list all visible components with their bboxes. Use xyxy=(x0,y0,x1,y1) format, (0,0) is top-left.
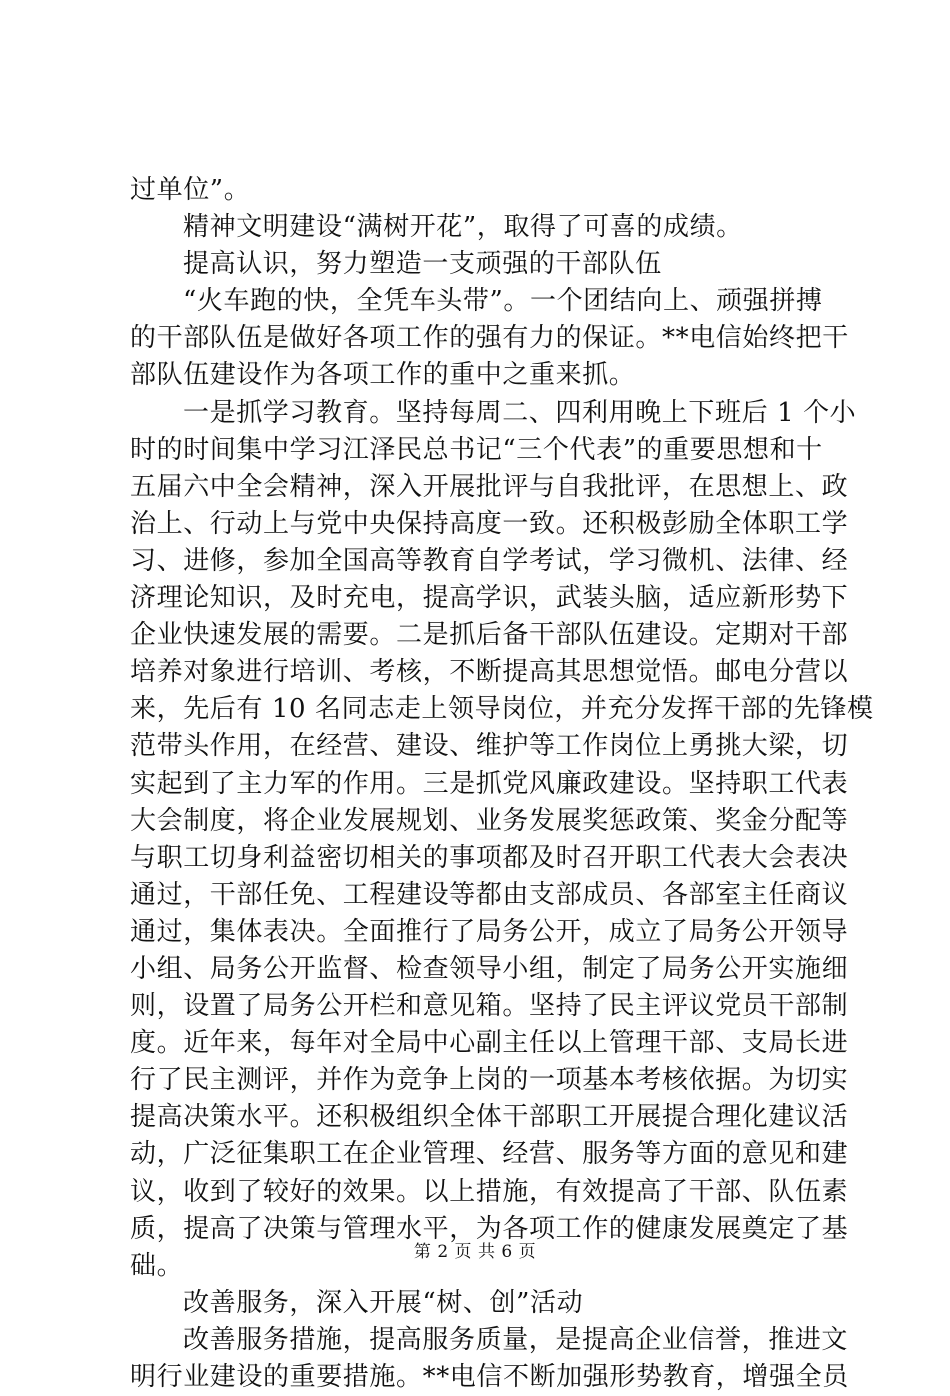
text-line: 行了民主测评，并作为竞争上岗的一项基本考核依据。为切实 xyxy=(130,1065,849,1096)
text-line: 改善服务，深入开展“树、创”活动 xyxy=(183,1287,584,1318)
text-line: 小组、局务公开监督、检查领导小组，制定了局务公开实施细 xyxy=(130,953,849,984)
text-line: 五届六中全会精神，深入开展批评与自我批评，在思想上、政 xyxy=(130,471,849,502)
text-line: 企业快速发展的需要。二是抓后备干部队伍建设。定期对干部 xyxy=(130,620,849,651)
document-body xyxy=(130,172,874,1396)
text-line: 改善服务措施，提高服务质量，是提高企业信誉，推进文 xyxy=(183,1324,849,1355)
text-line: 来，先后有 10 名同志走上领导岗位，并充分发挥干部的先锋模 xyxy=(130,694,874,725)
text-line: 础。 xyxy=(130,1250,184,1281)
page-footer: 第 2 页 共 6 页 xyxy=(413,1242,537,1262)
text-line: 与职工切身利益密切相关的事项都及时召开职工代表大会表决 xyxy=(130,842,849,873)
text-line: 习、进修，参加全国高等教育自学考试，学习微机、法律、经 xyxy=(130,545,849,576)
text-line: 大会制度，将企业发展规划、业务发展奖惩政策、奖金分配等 xyxy=(130,805,849,836)
text-line: 通过，干部任免、工程建设等都由支部成员、各部室主任商议 xyxy=(130,879,849,910)
text-line: 济理论知识，及时充电，提高学识，武装头脑，适应新形势下 xyxy=(130,583,849,614)
text-line: 的干部队伍是做好各项工作的强有力的保证。**电信始终把干 xyxy=(130,323,849,354)
text-line: 动，广泛征集职工在企业管理、经营、服务等方面的意见和建 xyxy=(130,1139,849,1170)
text-line: 过单位”。 xyxy=(130,175,251,205)
text-line: 度。近年来，每年对全局中心副主任以上管理干部、支局长进 xyxy=(130,1028,849,1059)
text-line: 治上、行动上与党中央保持高度一致。还积极彭励全体职工学 xyxy=(130,508,849,539)
text-line: 一是抓学习教育。坚持每周二、四利用晚上下班后 1 个小 xyxy=(183,397,857,428)
text-line: 提高决策水平。还积极组织全体干部职工开展提合理化建议活 xyxy=(130,1102,849,1133)
text-line: 提高认识，努力塑造一支顽强的干部队伍 xyxy=(183,249,662,280)
text-line: “火车跑的快，全凭车头带”。一个团结向上、顽强拼搏 xyxy=(183,286,823,317)
text-line: 议，收到了较好的效果。以上措施，有效提高了干部、队伍素 xyxy=(130,1176,849,1207)
text-line: 范带头作用，在经营、建设、维护等工作岗位上勇挑大梁，切 xyxy=(130,731,849,762)
text-line: 时的时间集中学习江泽民总书记“三个代表”的重要思想和十 xyxy=(130,434,823,465)
text-line: 质，提高了决策与管理水平，为各项工作的健康发展奠定了基 xyxy=(130,1213,849,1244)
text-line: 明行业建设的重要措施。**电信不断加强形势教育，增强全员 xyxy=(130,1362,849,1392)
text-line: 则，设置了局务公开栏和意见箱。坚持了民主评议党员干部制 xyxy=(130,991,849,1022)
text-line: 部队伍建设作为各项工作的重中之重来抓。 xyxy=(130,360,636,391)
text-line: 通过，集体表决。全面推行了局务公开，成立了局务公开领导 xyxy=(130,916,849,947)
text-line: 精神文明建设“满树开花”，取得了可喜的成绩。 xyxy=(183,212,743,243)
text-line: 培养对象进行培训、考核，不断提高其思想觉悟。邮电分营以 xyxy=(130,657,849,688)
text-line: 实起到了主力军的作用。三是抓党风廉政建设。坚持职工代表 xyxy=(130,768,849,799)
